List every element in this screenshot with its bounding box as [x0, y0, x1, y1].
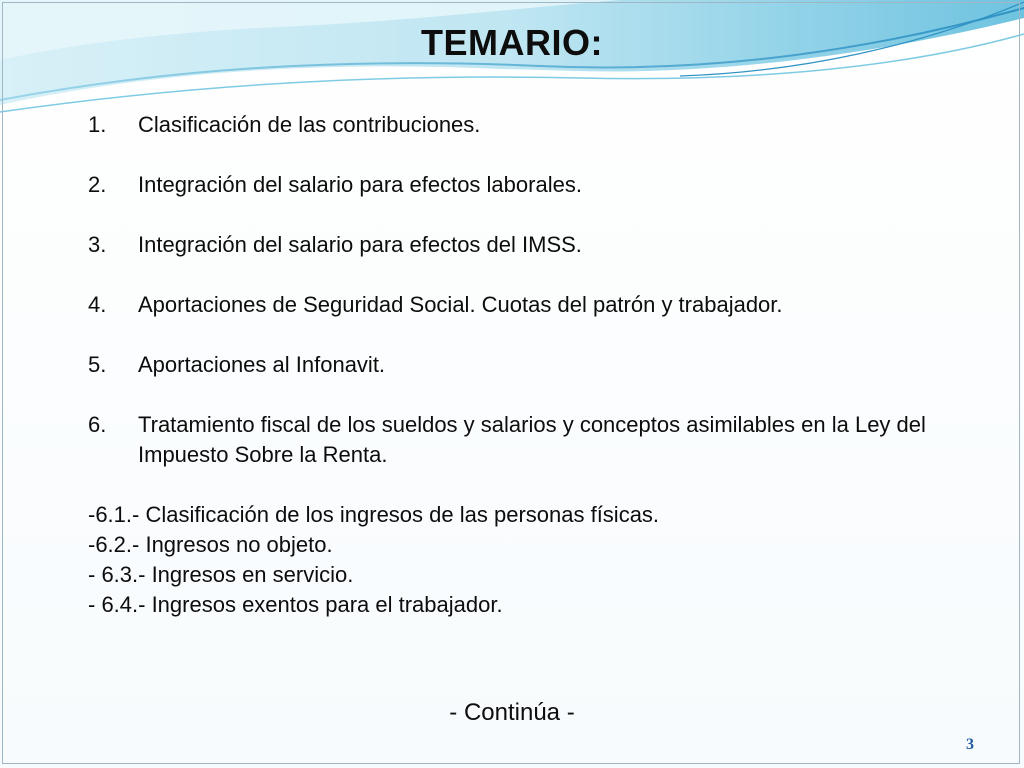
page-number: 3 — [966, 736, 974, 753]
list-item — [88, 170, 968, 200]
list-item — [88, 350, 968, 380]
subtopic-item: - 6.4.- Ingresos exentos para el trabajador. — [88, 592, 503, 617]
item-text: Aportaciones de Seguridad Social. Cuotas del patrón y trabajador. — [138, 292, 783, 317]
item-number: 3. — [88, 232, 107, 257]
item-text: Aportaciones al Infonavit. — [138, 352, 386, 377]
subtopic-item: -6.1.- Clasificación de los ingresos de las personas físicas. — [88, 502, 660, 527]
item-text: Clasificación de las contribuciones. — [138, 112, 481, 137]
continues-label: - Continúa - — [449, 699, 575, 726]
item-number: 6. — [88, 412, 107, 437]
list-item — [88, 290, 968, 320]
slide-title: TEMARIO: — [421, 22, 603, 63]
item-number: 2. — [88, 172, 107, 197]
item-number: 1. — [88, 112, 107, 137]
list-item — [88, 110, 968, 140]
item-number: 4. — [88, 292, 107, 317]
subtopic-item: -6.2.- Ingresos no objeto. — [88, 532, 333, 557]
list-item — [88, 230, 968, 260]
subtopic-list — [88, 500, 968, 620]
item-number: 5. — [88, 352, 107, 377]
item-text: Integración del salario para efectos laborales. — [138, 172, 582, 197]
subtopic-item: - 6.3.- Ingresos en servicio. — [88, 562, 354, 587]
item-text: Integración del salario para efectos del IMSS. — [138, 232, 582, 257]
topic-list — [88, 110, 968, 620]
item-text: Tratamiento fiscal de los sueldos y salarios y conceptos asimilables en la Ley del Impuesto Sobre la Renta. — [138, 412, 926, 467]
list-item — [88, 410, 968, 470]
